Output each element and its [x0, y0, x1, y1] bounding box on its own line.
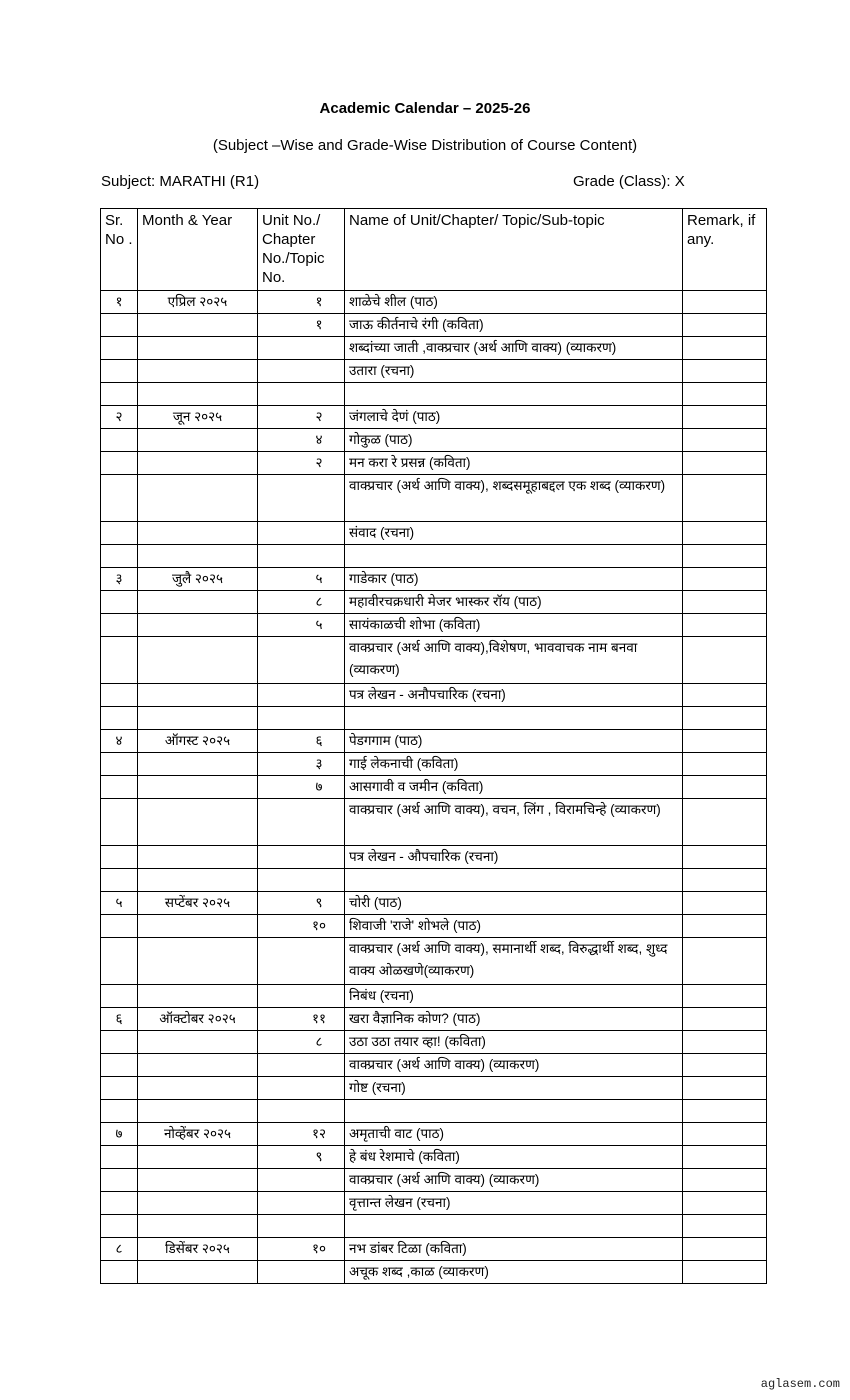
cell-remark: [683, 1192, 767, 1215]
cell-unit-no: ४: [258, 429, 345, 452]
cell-sr-no: ४: [101, 730, 138, 753]
cell-sr-no: [101, 1215, 138, 1238]
cell-remark: [683, 360, 767, 383]
cell-month-year: [138, 938, 258, 985]
cell-topic: पेडगगाम (पाठ): [345, 730, 683, 753]
header-month-year: Month & Year: [138, 209, 258, 291]
cell-remark: [683, 799, 767, 846]
cell-unit-no: [258, 383, 345, 406]
cell-month-year: ऑक्टोबर २०२५: [138, 1008, 258, 1031]
table-row: [101, 545, 767, 568]
cell-topic: संवाद (रचना): [345, 522, 683, 545]
cell-sr-no: [101, 753, 138, 776]
cell-topic: अचूक शब्द ,काळ (व्याकरण): [345, 1261, 683, 1284]
cell-remark: [683, 614, 767, 637]
cell-month-year: [138, 684, 258, 707]
table-row: [101, 1192, 767, 1215]
cell-unit-no: [258, 938, 345, 985]
cell-remark: [683, 314, 767, 337]
table-row: [101, 707, 767, 730]
cell-remark: [683, 1261, 767, 1284]
cell-month-year: [138, 360, 258, 383]
table-row: [101, 1261, 767, 1284]
table-row: [101, 337, 767, 360]
cell-topic: शाळेचे शील (पाठ): [345, 291, 683, 314]
cell-sr-no: ३: [101, 568, 138, 591]
cell-topic: वृत्तान्त लेखन (रचना): [345, 1192, 683, 1215]
page-subtitle: (Subject –Wise and Grade-Wise Distribution of Course Content): [212, 137, 638, 154]
cell-unit-no: [258, 360, 345, 383]
table-row: [101, 684, 767, 707]
cell-month-year: एप्रिल २०२५: [138, 291, 258, 314]
cell-remark: [683, 568, 767, 591]
cell-unit-no: [258, 522, 345, 545]
cell-sr-no: [101, 938, 138, 985]
cell-month-year: जून २०२५: [138, 406, 258, 429]
cell-month-year: [138, 522, 258, 545]
table-row: [101, 869, 767, 892]
table-row: [101, 1146, 767, 1169]
table-row: [101, 1123, 767, 1146]
subject-label: Subject: MARATHI (R1): [101, 173, 260, 190]
cell-topic: अमृताची वाट (पाठ): [345, 1123, 683, 1146]
cell-topic: वाक्प्रचार (अर्थ आणि वाक्य), वचन, लिंग , विरामचिन्हे (व्याकरण): [345, 799, 683, 846]
cell-remark: [683, 291, 767, 314]
cell-topic: गोकुळ (पाठ): [345, 429, 683, 452]
cell-month-year: [138, 776, 258, 799]
table-row: [101, 360, 767, 383]
cell-topic: उठा उठा तयार व्हा! (कविता): [345, 1031, 683, 1054]
cell-topic: महावीरचक्रधारी मेजर भास्कर रॉय (पाठ): [345, 591, 683, 614]
grade-label: Grade (Class): X: [573, 173, 685, 190]
cell-month-year: [138, 1261, 258, 1284]
cell-unit-no: [258, 545, 345, 568]
cell-topic: पत्र लेखन - औपचारिक (रचना): [345, 846, 683, 869]
cell-topic: नभ डांबर टिळा (कविता): [345, 1238, 683, 1261]
cell-sr-no: [101, 1031, 138, 1054]
cell-sr-no: [101, 591, 138, 614]
cell-unit-no: [258, 1215, 345, 1238]
cell-topic: गाई लेकनाची (कविता): [345, 753, 683, 776]
cell-sr-no: ७: [101, 1123, 138, 1146]
cell-unit-no: ८: [258, 1031, 345, 1054]
cell-remark: [683, 637, 767, 684]
cell-remark: [683, 1008, 767, 1031]
header-topic-name: Name of Unit/Chapter/ Topic/Sub-topic: [345, 209, 683, 291]
cell-remark: [683, 1169, 767, 1192]
cell-unit-no: ३: [258, 753, 345, 776]
cell-remark: [683, 730, 767, 753]
cell-unit-no: २: [258, 452, 345, 475]
cell-unit-no: ५: [258, 614, 345, 637]
table-row: [101, 892, 767, 915]
table-row: [101, 846, 767, 869]
cell-sr-no: [101, 985, 138, 1008]
cell-topic: [345, 707, 683, 730]
cell-remark: [683, 753, 767, 776]
cell-topic: शिवाजी 'राजे' शोभले (पाठ): [345, 915, 683, 938]
cell-topic: [345, 869, 683, 892]
cell-remark: [683, 337, 767, 360]
cell-remark: [683, 915, 767, 938]
cell-month-year: जुलै २०२५: [138, 568, 258, 591]
cell-month-year: [138, 1192, 258, 1215]
cell-unit-no: [258, 1169, 345, 1192]
table-row: [101, 429, 767, 452]
cell-unit-no: [258, 1192, 345, 1215]
cell-unit-no: [258, 475, 345, 522]
cell-topic: गाडेकार (पाठ): [345, 568, 683, 591]
cell-unit-no: ६: [258, 730, 345, 753]
cell-month-year: सप्टेंबर २०२५: [138, 892, 258, 915]
cell-remark: [683, 1077, 767, 1100]
table-row: [101, 1077, 767, 1100]
cell-remark: [683, 985, 767, 1008]
table-row: [101, 637, 767, 684]
cell-unit-no: [258, 1077, 345, 1100]
cell-remark: [683, 938, 767, 985]
cell-sr-no: १: [101, 291, 138, 314]
cell-unit-no: [258, 869, 345, 892]
cell-topic: शब्दांच्या जाती ,वाक्प्रचार (अर्थ आणि वाक्य) (व्याकरण): [345, 337, 683, 360]
cell-month-year: ऑगस्ट २०२५: [138, 730, 258, 753]
table-row: [101, 938, 767, 985]
cell-remark: [683, 406, 767, 429]
table-row: [101, 915, 767, 938]
cell-month-year: [138, 314, 258, 337]
cell-remark: [683, 475, 767, 522]
cell-remark: [683, 892, 767, 915]
cell-month-year: [138, 799, 258, 846]
table-row: [101, 985, 767, 1008]
cell-month-year: [138, 545, 258, 568]
cell-unit-no: [258, 1054, 345, 1077]
cell-month-year: डिसेंबर २०२५: [138, 1238, 258, 1261]
cell-topic: [345, 383, 683, 406]
page-title: Academic Calendar – 2025-26: [319, 100, 531, 117]
table-row: [101, 776, 767, 799]
cell-unit-no: ११: [258, 1008, 345, 1031]
table-row: [101, 799, 767, 846]
cell-month-year: [138, 1169, 258, 1192]
table-row: [101, 314, 767, 337]
cell-topic: जाऊ कीर्तनाचे रंगी (कविता): [345, 314, 683, 337]
cell-month-year: [138, 707, 258, 730]
header-remark: Remark, if any.: [683, 209, 767, 291]
table-row: [101, 1215, 767, 1238]
cell-unit-no: ९: [258, 892, 345, 915]
cell-month-year: [138, 637, 258, 684]
cell-unit-no: १: [258, 291, 345, 314]
cell-unit-no: ५: [258, 568, 345, 591]
cell-sr-no: [101, 475, 138, 522]
table-row: [101, 753, 767, 776]
cell-unit-no: ९: [258, 1146, 345, 1169]
cell-sr-no: [101, 846, 138, 869]
cell-remark: [683, 429, 767, 452]
cell-month-year: [138, 337, 258, 360]
table-row: [101, 1100, 767, 1123]
cell-sr-no: [101, 1077, 138, 1100]
cell-unit-no: १: [258, 314, 345, 337]
cell-sr-no: ५: [101, 892, 138, 915]
cell-unit-no: १२: [258, 1123, 345, 1146]
cell-month-year: [138, 429, 258, 452]
cell-remark: [683, 1238, 767, 1261]
cell-unit-no: १०: [258, 915, 345, 938]
cell-sr-no: [101, 915, 138, 938]
table-row: [101, 452, 767, 475]
table-row: [101, 406, 767, 429]
cell-sr-no: [101, 614, 138, 637]
cell-sr-no: [101, 776, 138, 799]
cell-unit-no: [258, 846, 345, 869]
cell-topic: [345, 1100, 683, 1123]
table-row: [101, 730, 767, 753]
cell-topic: वाक्प्रचार (अर्थ आणि वाक्य), शब्दसमूहाबद्दल एक शब्द (व्याकरण): [345, 475, 683, 522]
cell-topic: हे बंध रेशमाचे (कविता): [345, 1146, 683, 1169]
table-row: [101, 591, 767, 614]
cell-remark: [683, 707, 767, 730]
cell-sr-no: [101, 1261, 138, 1284]
cell-remark: [683, 1100, 767, 1123]
cell-sr-no: [101, 637, 138, 684]
cell-topic: जंगलाचे देणं (पाठ): [345, 406, 683, 429]
table-row: [101, 291, 767, 314]
cell-topic: चोरी (पाठ): [345, 892, 683, 915]
cell-month-year: नोव्हेंबर २०२५: [138, 1123, 258, 1146]
cell-topic: [345, 545, 683, 568]
table-row: [101, 1169, 767, 1192]
cell-remark: [683, 545, 767, 568]
cell-month-year: [138, 1077, 258, 1100]
cell-sr-no: [101, 1100, 138, 1123]
table-row: [101, 383, 767, 406]
cell-unit-no: [258, 637, 345, 684]
cell-unit-no: [258, 1100, 345, 1123]
cell-remark: [683, 776, 767, 799]
cell-sr-no: [101, 360, 138, 383]
cell-remark: [683, 522, 767, 545]
cell-topic: वाक्प्रचार (अर्थ आणि वाक्य) (व्याकरण): [345, 1169, 683, 1192]
cell-sr-no: ८: [101, 1238, 138, 1261]
cell-remark: [683, 1215, 767, 1238]
cell-sr-no: २: [101, 406, 138, 429]
cell-remark: [683, 846, 767, 869]
cell-remark: [683, 1123, 767, 1146]
cell-remark: [683, 1031, 767, 1054]
cell-topic: वाक्प्रचार (अर्थ आणि वाक्य),विशेषण, भाववाचक नाम बनवा (व्याकरण): [345, 637, 683, 684]
cell-unit-no: २: [258, 406, 345, 429]
table-row: [101, 568, 767, 591]
cell-remark: [683, 452, 767, 475]
cell-topic: वाक्प्रचार (अर्थ आणि वाक्य) (व्याकरण): [345, 1054, 683, 1077]
cell-sr-no: [101, 684, 138, 707]
cell-sr-no: [101, 545, 138, 568]
cell-month-year: [138, 753, 258, 776]
table-row: [101, 1238, 767, 1261]
cell-topic: पत्र लेखन - अनौपचारिक (रचना): [345, 684, 683, 707]
cell-unit-no: [258, 1261, 345, 1284]
cell-unit-no: [258, 985, 345, 1008]
table-body: [101, 291, 767, 1284]
cell-remark: [683, 591, 767, 614]
cell-unit-no: ७: [258, 776, 345, 799]
cell-topic: गोष्ट (रचना): [345, 1077, 683, 1100]
cell-month-year: [138, 1215, 258, 1238]
cell-month-year: [138, 985, 258, 1008]
cell-sr-no: [101, 429, 138, 452]
cell-unit-no: ८: [258, 591, 345, 614]
cell-unit-no: [258, 684, 345, 707]
cell-sr-no: [101, 452, 138, 475]
cell-sr-no: [101, 314, 138, 337]
table-row: [101, 1054, 767, 1077]
cell-month-year: [138, 475, 258, 522]
cell-month-year: [138, 452, 258, 475]
cell-month-year: [138, 915, 258, 938]
cell-topic: खरा वैज्ञानिक कोण? (पाठ): [345, 1008, 683, 1031]
cell-sr-no: [101, 383, 138, 406]
cell-month-year: [138, 1100, 258, 1123]
cell-topic: निबंध (रचना): [345, 985, 683, 1008]
cell-month-year: [138, 1054, 258, 1077]
table-row: [101, 1008, 767, 1031]
cell-topic: सायंकाळची शोभा (कविता): [345, 614, 683, 637]
cell-remark: [683, 383, 767, 406]
table-row: [101, 614, 767, 637]
cell-topic: वाक्प्रचार (अर्थ आणि वाक्य), समानार्थी शब्द, विरुद्धार्थी शब्द, शुध्द वाक्य ओळखणे(व्याकरण): [345, 938, 683, 985]
cell-month-year: [138, 869, 258, 892]
cell-unit-no: [258, 799, 345, 846]
table-row: [101, 1031, 767, 1054]
cell-sr-no: [101, 869, 138, 892]
cell-month-year: [138, 383, 258, 406]
table-row: [101, 475, 767, 522]
cell-month-year: [138, 614, 258, 637]
cell-remark: [683, 1146, 767, 1169]
cell-sr-no: [101, 707, 138, 730]
cell-month-year: [138, 846, 258, 869]
table-row: [101, 522, 767, 545]
cell-sr-no: [101, 799, 138, 846]
cell-topic: उतारा (रचना): [345, 360, 683, 383]
cell-topic: मन करा रे प्रसन्न (कविता): [345, 452, 683, 475]
header-unit-no: Unit No./ Chapter No./Topic No.: [258, 209, 345, 291]
cell-month-year: [138, 1031, 258, 1054]
cell-unit-no: [258, 707, 345, 730]
cell-month-year: [138, 591, 258, 614]
cell-unit-no: १०: [258, 1238, 345, 1261]
cell-sr-no: [101, 522, 138, 545]
cell-sr-no: [101, 1146, 138, 1169]
table-header-row: [101, 209, 767, 291]
cell-remark: [683, 1054, 767, 1077]
cell-sr-no: ६: [101, 1008, 138, 1031]
cell-sr-no: [101, 337, 138, 360]
watermark-url: aglasem.com: [760, 1377, 840, 1391]
cell-sr-no: [101, 1054, 138, 1077]
cell-sr-no: [101, 1169, 138, 1192]
cell-month-year: [138, 1146, 258, 1169]
cell-remark: [683, 869, 767, 892]
cell-topic: [345, 1215, 683, 1238]
calendar-table: [100, 208, 767, 1284]
header-sr-no: Sr. No .: [101, 209, 138, 291]
cell-sr-no: [101, 1192, 138, 1215]
cell-topic: आसगावी व जमीन (कविता): [345, 776, 683, 799]
cell-remark: [683, 684, 767, 707]
cell-unit-no: [258, 337, 345, 360]
